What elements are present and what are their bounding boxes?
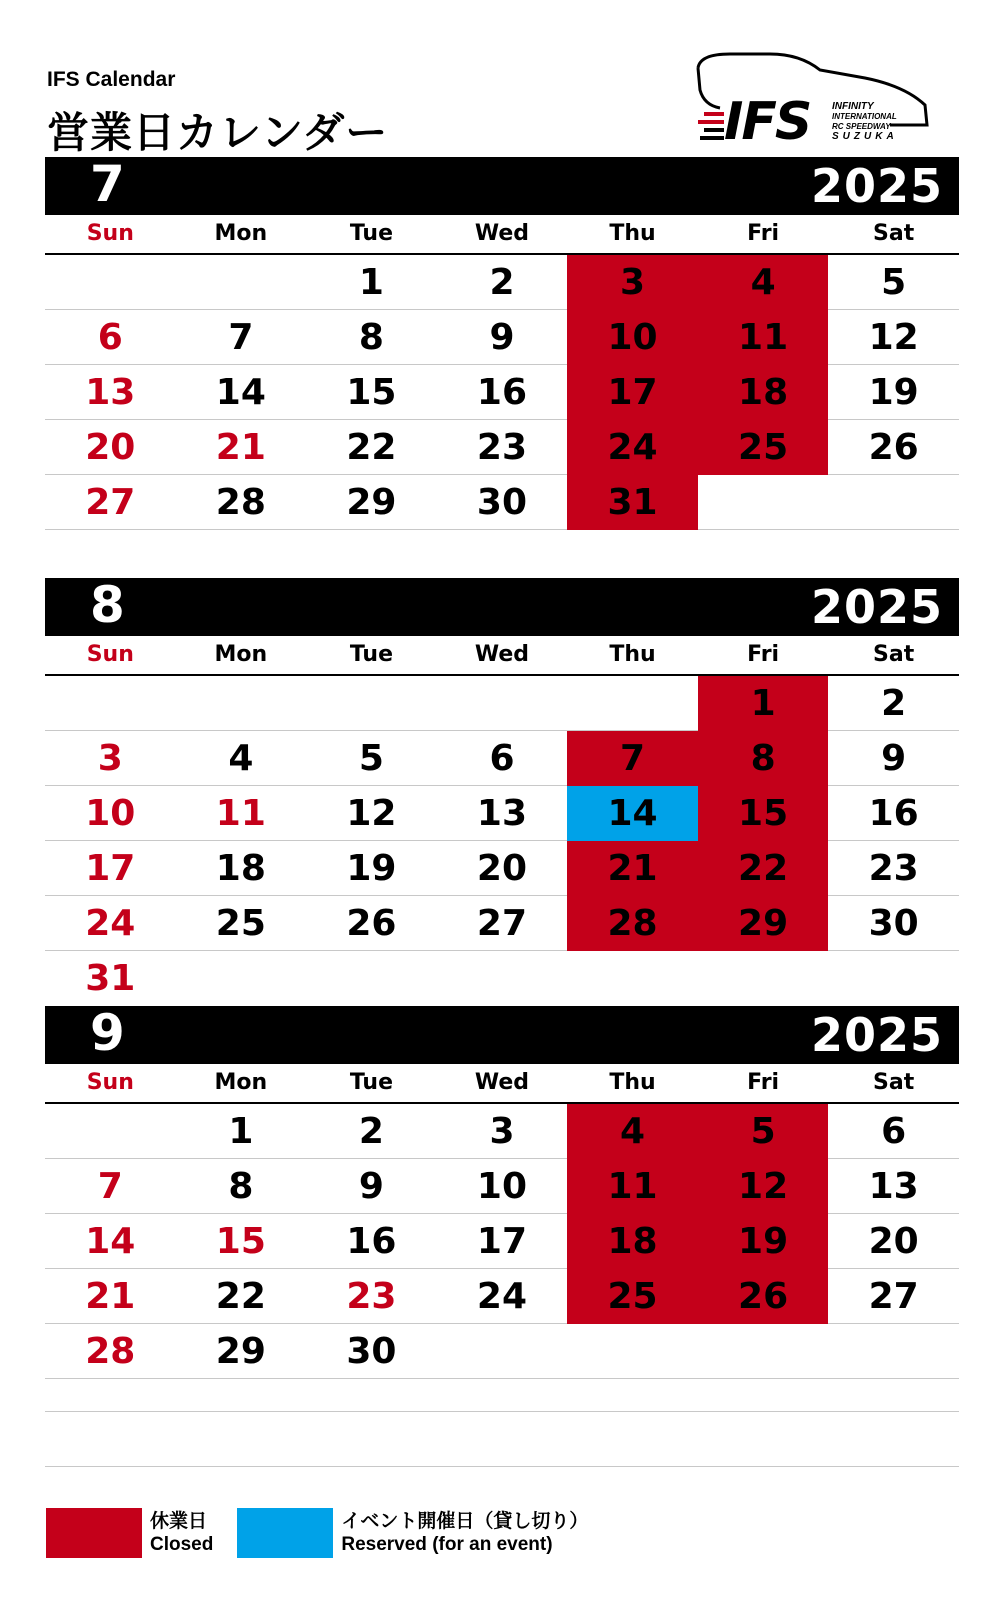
- date-cell: 7: [567, 731, 698, 786]
- date-cell: 4: [698, 255, 829, 310]
- weekday-label-tue: Tue: [349, 1070, 393, 1095]
- legend-reserved-label: [341, 1510, 588, 1556]
- legend-closed-jp: 休業日: [150, 1511, 208, 1532]
- weekday-label-sun: Sun: [86, 1070, 134, 1095]
- date-cell: 26: [828, 420, 959, 475]
- date-cell: 10: [567, 310, 698, 365]
- date-cell: 27: [437, 896, 568, 951]
- date-cell: 2: [828, 676, 959, 731]
- empty-cell: [698, 951, 829, 1006]
- date-cell: 10: [437, 1159, 568, 1214]
- date-cell: 31: [567, 475, 698, 530]
- date-cell: 26: [698, 1269, 829, 1324]
- empty-cell: [828, 951, 959, 1006]
- empty-cell: [437, 676, 568, 731]
- date-cell: 17: [567, 365, 698, 420]
- date-cell: 7: [45, 1159, 176, 1214]
- weekday-label-sat: Sat: [873, 221, 915, 246]
- empty-cell: [567, 676, 698, 731]
- weekday-label-wed: Wed: [474, 1070, 530, 1095]
- empty-cell: [45, 1104, 176, 1159]
- date-cell: 6: [437, 731, 568, 786]
- week-row: [45, 365, 959, 420]
- date-cell: 26: [306, 896, 437, 951]
- date-cell: 1: [698, 676, 829, 731]
- weekday-header-row: [45, 1064, 959, 1104]
- month-header-bar: [45, 1006, 959, 1064]
- calendar-subtitle: IFS Calendar: [47, 68, 176, 91]
- date-cell: 29: [698, 896, 829, 951]
- date-cell: 5: [698, 1104, 829, 1159]
- date-cell: 23: [828, 841, 959, 896]
- weekday-label-mon: Mon: [214, 642, 268, 667]
- empty-cell: [45, 255, 176, 310]
- week-row: [45, 786, 959, 841]
- date-cell: 13: [437, 786, 568, 841]
- empty-cell: [828, 475, 959, 530]
- legend-reserved-swatch: [237, 1508, 333, 1558]
- date-cell: 15: [306, 365, 437, 420]
- date-cell: 22: [698, 841, 829, 896]
- date-cell: 25: [567, 1269, 698, 1324]
- weekday-label-thu: Thu: [609, 1070, 656, 1095]
- weekday-label-fri: Fri: [747, 642, 780, 667]
- weekday-label-tue: Tue: [349, 221, 393, 246]
- week-row: [45, 1159, 959, 1214]
- date-cell: 22: [306, 420, 437, 475]
- date-cell: 19: [306, 841, 437, 896]
- empty-cell: [698, 475, 829, 530]
- month-number: 8: [90, 576, 125, 634]
- empty-cell: [437, 951, 568, 1006]
- empty-cell: [176, 676, 307, 731]
- month-header-bar: [45, 578, 959, 636]
- date-cell: 27: [45, 475, 176, 530]
- weekday-label-mon: Mon: [214, 221, 268, 246]
- weekday-label-tue: Tue: [349, 642, 393, 667]
- date-cell: 21: [45, 1269, 176, 1324]
- date-cell: 6: [45, 310, 176, 365]
- date-cell: 21: [176, 420, 307, 475]
- date-cell: 1: [176, 1104, 307, 1159]
- date-cell: 20: [45, 420, 176, 475]
- weekday-label-wed: Wed: [474, 221, 530, 246]
- date-cell: 8: [698, 731, 829, 786]
- date-cell: 3: [437, 1104, 568, 1159]
- year-label: 2025: [810, 580, 943, 634]
- date-cell: 4: [567, 1104, 698, 1159]
- empty-cell: [45, 676, 176, 731]
- empty-cell: [437, 1324, 568, 1379]
- date-cell: 2: [437, 255, 568, 310]
- week-row: [45, 310, 959, 365]
- date-cell: 23: [437, 420, 568, 475]
- date-cell: 25: [698, 420, 829, 475]
- date-cell: 17: [45, 841, 176, 896]
- date-cell: 12: [698, 1159, 829, 1214]
- week-row: [45, 420, 959, 475]
- date-cell: 18: [176, 841, 307, 896]
- year-label: 2025: [810, 1008, 943, 1062]
- legend: [46, 1508, 612, 1558]
- weekday-label-sun: Sun: [86, 642, 134, 667]
- month-number: 9: [90, 1004, 125, 1062]
- date-cell: 5: [828, 255, 959, 310]
- weekday-label-sat: Sat: [873, 1070, 915, 1095]
- date-cell: 24: [437, 1269, 568, 1324]
- week-row: [45, 475, 959, 530]
- date-cell: 6: [828, 1104, 959, 1159]
- logo-wordmark: IFS: [724, 92, 811, 152]
- date-cell: 30: [306, 1324, 437, 1379]
- date-cell: 9: [828, 731, 959, 786]
- date-cell: 9: [306, 1159, 437, 1214]
- week-row: [45, 1104, 959, 1159]
- empty-cell: [176, 951, 307, 1006]
- empty-cell: [176, 255, 307, 310]
- weekday-label-wed: Wed: [474, 642, 530, 667]
- weekday-label-thu: Thu: [609, 221, 656, 246]
- date-cell: 7: [176, 310, 307, 365]
- date-cell: 28: [45, 1324, 176, 1379]
- weekday-label-mon: Mon: [214, 1070, 268, 1095]
- date-cell: 23: [306, 1269, 437, 1324]
- date-cell: 14: [45, 1214, 176, 1269]
- date-cell: 20: [828, 1214, 959, 1269]
- empty-cell: [306, 676, 437, 731]
- date-cell: 22: [176, 1269, 307, 1324]
- date-cell: 3: [45, 731, 176, 786]
- week-row: [45, 1324, 959, 1379]
- date-cell: 27: [828, 1269, 959, 1324]
- legend-reserved-en: Reserved (for an event): [341, 1534, 553, 1555]
- date-cell: 24: [567, 420, 698, 475]
- date-cell: 10: [45, 786, 176, 841]
- date-cell: 4: [176, 731, 307, 786]
- date-cell: 11: [698, 310, 829, 365]
- weekday-header-row: [45, 636, 959, 676]
- logo-line-3: RC SPEEDWAY: [832, 122, 891, 131]
- legend-closed-label: [150, 1510, 213, 1556]
- date-cell: 24: [45, 896, 176, 951]
- date-cell: 13: [45, 365, 176, 420]
- empty-cell: [567, 951, 698, 1006]
- legend-closed-en: Closed: [150, 1534, 214, 1555]
- date-cell: 8: [176, 1159, 307, 1214]
- empty-cell: [698, 1324, 829, 1379]
- date-cell: 1: [306, 255, 437, 310]
- date-cell: 11: [176, 786, 307, 841]
- divider: [45, 1466, 959, 1467]
- date-cell: 16: [828, 786, 959, 841]
- month-august: [45, 578, 959, 1006]
- date-cell: 19: [828, 365, 959, 420]
- date-cell: 14: [176, 365, 307, 420]
- week-row: [45, 841, 959, 896]
- date-cell: 8: [306, 310, 437, 365]
- week-row: [45, 1214, 959, 1269]
- date-cell: 15: [176, 1214, 307, 1269]
- date-cell: 19: [698, 1214, 829, 1269]
- divider: [45, 1411, 959, 1412]
- date-cell: 14: [567, 786, 698, 841]
- date-cell: 28: [567, 896, 698, 951]
- date-cell: 16: [306, 1214, 437, 1269]
- date-cell: 17: [437, 1214, 568, 1269]
- date-cell: 9: [437, 310, 568, 365]
- date-cell: 25: [176, 896, 307, 951]
- date-cell: 16: [437, 365, 568, 420]
- week-row: [45, 255, 959, 310]
- month-july: [45, 157, 959, 530]
- month-september: [45, 1006, 959, 1379]
- logo-line-2: INTERNATIONAL: [832, 112, 897, 121]
- logo-line-4: SUZUKA: [832, 131, 898, 142]
- weekday-label-thu: Thu: [609, 642, 656, 667]
- week-row: [45, 731, 959, 786]
- year-label: 2025: [810, 159, 943, 213]
- week-row: [45, 1269, 959, 1324]
- date-cell: 13: [828, 1159, 959, 1214]
- ifs-logo: [690, 50, 960, 160]
- weekday-label-sat: Sat: [873, 642, 915, 667]
- legend-closed-swatch: [46, 1508, 142, 1558]
- page-title: 営業日カレンダー: [47, 109, 389, 156]
- date-cell: 12: [828, 310, 959, 365]
- date-cell: 2: [306, 1104, 437, 1159]
- empty-cell: [828, 1324, 959, 1379]
- week-row: [45, 896, 959, 951]
- weekday-label-sun: Sun: [86, 221, 134, 246]
- legend-reserved-jp: イベント開催日（貸し切り）: [341, 1511, 589, 1532]
- weekday-label-fri: Fri: [747, 221, 780, 246]
- date-cell: 29: [306, 475, 437, 530]
- date-cell: 3: [567, 255, 698, 310]
- empty-cell: [306, 951, 437, 1006]
- week-row: [45, 676, 959, 731]
- week-row: [45, 951, 959, 1006]
- date-cell: 20: [437, 841, 568, 896]
- date-cell: 5: [306, 731, 437, 786]
- month-number: 7: [90, 155, 125, 213]
- weekday-label-fri: Fri: [747, 1070, 780, 1095]
- date-cell: 30: [437, 475, 568, 530]
- logo-tagline: [832, 102, 898, 142]
- date-cell: 15: [698, 786, 829, 841]
- date-cell: 12: [306, 786, 437, 841]
- date-cell: 30: [828, 896, 959, 951]
- weekday-header-row: [45, 215, 959, 255]
- date-cell: 21: [567, 841, 698, 896]
- logo-line-1: INFINITY: [832, 101, 874, 112]
- date-cell: 29: [176, 1324, 307, 1379]
- date-cell: 31: [85, 958, 136, 999]
- date-cell: 28: [176, 475, 307, 530]
- date-cell: 18: [698, 365, 829, 420]
- date-cell: 11: [567, 1159, 698, 1214]
- date-cell: 18: [567, 1214, 698, 1269]
- month-header-bar: [45, 157, 959, 215]
- empty-cell: [567, 1324, 698, 1379]
